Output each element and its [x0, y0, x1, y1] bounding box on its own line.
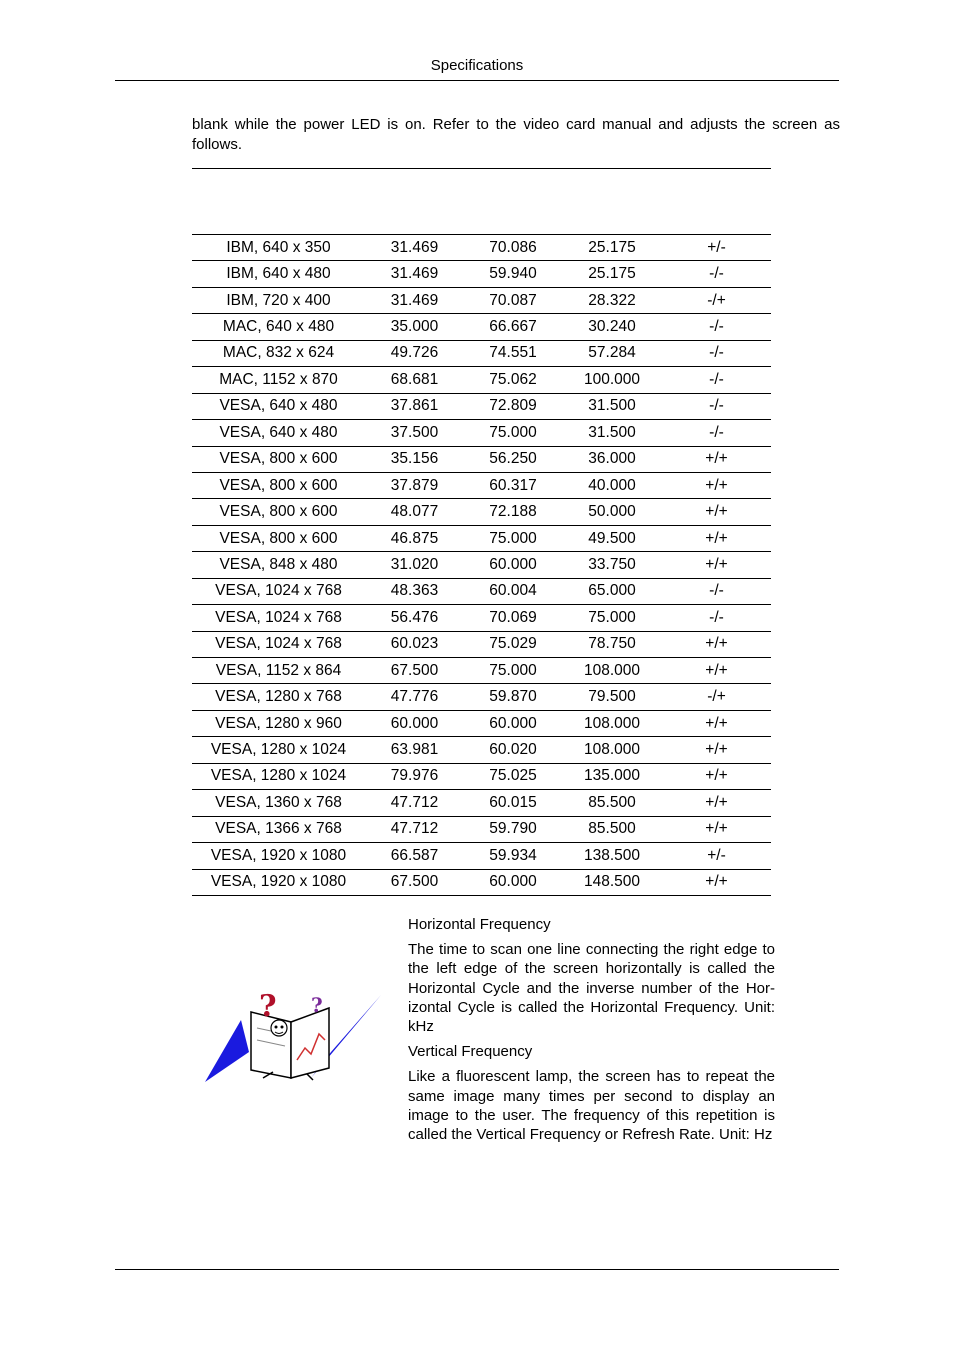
- table-cell: 31.500: [562, 420, 662, 446]
- table-cell: 60.015: [464, 790, 562, 816]
- table-row: [192, 340, 771, 366]
- table-cell: 135.000: [562, 763, 662, 789]
- table-cell: +/+: [662, 710, 771, 736]
- table-cell: 63.981: [365, 737, 464, 763]
- table-row: [192, 393, 771, 419]
- table-cell: 66.667: [464, 314, 562, 340]
- table-cell: VESA, 640 x 480: [192, 393, 365, 419]
- table-row: [192, 658, 771, 684]
- horizontal-frequency-term: Horizontal Frequency: [408, 916, 551, 933]
- table-row: [192, 499, 771, 525]
- table-cell: 46.875: [365, 525, 464, 551]
- table-cell: 75.000: [464, 658, 562, 684]
- table-row: [192, 235, 771, 261]
- table-cell: 47.712: [365, 816, 464, 842]
- table-cell: 59.934: [464, 843, 562, 869]
- table-row: [192, 525, 771, 551]
- table-row: [192, 446, 771, 472]
- table-cell: -/-: [662, 314, 771, 340]
- table-cell: +/+: [662, 790, 771, 816]
- table-cell: -/-: [662, 605, 771, 631]
- table-cell: -/-: [662, 393, 771, 419]
- table-cell: VESA, 1920 x 1080: [192, 843, 365, 869]
- table-cell: 57.284: [562, 340, 662, 366]
- table-cell: 78.750: [562, 631, 662, 657]
- table-cell: 49.726: [365, 340, 464, 366]
- table-row: [192, 790, 771, 816]
- question-mark-purple-icon: ?: [311, 993, 323, 1017]
- table-cell: 66.587: [365, 843, 464, 869]
- table-cell: 75.025: [464, 763, 562, 789]
- table-cell: 31.469: [365, 287, 464, 313]
- table-cell: 31.469: [365, 235, 464, 261]
- table-cell: 31.020: [365, 552, 464, 578]
- table-cell: +/+: [662, 737, 771, 763]
- table-cell: 75.000: [464, 420, 562, 446]
- table-cell: VESA, 848 x 480: [192, 552, 365, 578]
- table-cell: 50.000: [562, 499, 662, 525]
- table-cell: 31.469: [365, 261, 464, 287]
- table-cell: +/+: [662, 525, 771, 551]
- table-cell: VESA, 640 x 480: [192, 420, 365, 446]
- table-cell: -/-: [662, 420, 771, 446]
- table-cell: +/-: [662, 843, 771, 869]
- table-cell: -/-: [662, 340, 771, 366]
- table-cell: +/+: [662, 658, 771, 684]
- table-cell: 37.861: [365, 393, 464, 419]
- table-row: [192, 605, 771, 631]
- table-cell: 37.879: [365, 472, 464, 498]
- table-cell: 25.175: [562, 261, 662, 287]
- table-cell: 85.500: [562, 816, 662, 842]
- question-mark-red-icon: ?: [259, 990, 277, 1024]
- left-blue-wedge: [205, 1020, 249, 1082]
- horizontal-frequency-definition: The time to scan one line connecting the right edge to the left edge of the screen horizontally is called the Horizontal Cycle and the inverse number of the Hor-izontal Cycle is called the Horizontal Frequency. Unit: kHz: [408, 941, 775, 1036]
- table-cell: 148.500: [562, 869, 662, 895]
- table-cell: VESA, 800 x 600: [192, 499, 365, 525]
- table-cell: 70.086: [464, 235, 562, 261]
- table-cell: 67.500: [365, 658, 464, 684]
- table-cell: 72.809: [464, 393, 562, 419]
- table-cell: VESA, 1280 x 1024: [192, 763, 365, 789]
- table-cell: 60.000: [464, 552, 562, 578]
- table-cell: 74.551: [464, 340, 562, 366]
- table-row: [192, 843, 771, 869]
- table-cell: +/+: [662, 446, 771, 472]
- table-row: [192, 261, 771, 287]
- table-cell: -/-: [662, 578, 771, 604]
- table-cell: 70.087: [464, 287, 562, 313]
- table-cell: 60.000: [464, 710, 562, 736]
- table-cell: 33.750: [562, 552, 662, 578]
- table-cell: MAC, 640 x 480: [192, 314, 365, 340]
- table-cell: +/+: [662, 816, 771, 842]
- table-cell: 25.175: [562, 235, 662, 261]
- table-cell: VESA, 1366 x 768: [192, 816, 365, 842]
- table-cell: 40.000: [562, 472, 662, 498]
- table-cell: IBM, 640 x 350: [192, 235, 365, 261]
- table-cell: 59.790: [464, 816, 562, 842]
- table-cell: 47.712: [365, 790, 464, 816]
- footer-rule: [115, 1269, 839, 1270]
- table-row: [192, 710, 771, 736]
- header-rule: [115, 80, 839, 81]
- table-cell: 37.500: [365, 420, 464, 446]
- table-cell: 35.000: [365, 314, 464, 340]
- table-row: [192, 631, 771, 657]
- table-cell: VESA, 1024 x 768: [192, 578, 365, 604]
- table-cell: 60.004: [464, 578, 562, 604]
- table-cell: 79.976: [365, 763, 464, 789]
- table-cell: 70.069: [464, 605, 562, 631]
- table-cell: VESA, 1024 x 768: [192, 631, 365, 657]
- table-row: [192, 737, 771, 763]
- table-cell: 79.500: [562, 684, 662, 710]
- table-cell: IBM, 640 x 480: [192, 261, 365, 287]
- table-cell: 67.500: [365, 869, 464, 895]
- table-cell: 138.500: [562, 843, 662, 869]
- table-cell: 72.188: [464, 499, 562, 525]
- table-cell: VESA, 1280 x 768: [192, 684, 365, 710]
- table-cell: VESA, 800 x 600: [192, 472, 365, 498]
- table-cell: 59.870: [464, 684, 562, 710]
- table-cell: 28.322: [562, 287, 662, 313]
- table-row: [192, 816, 771, 842]
- display-modes-table: [192, 234, 771, 896]
- table-cell: VESA, 1280 x 1024: [192, 737, 365, 763]
- table-cell: 108.000: [562, 737, 662, 763]
- table-row: [192, 763, 771, 789]
- table-cell: 48.077: [365, 499, 464, 525]
- table-cell: MAC, 1152 x 870: [192, 367, 365, 393]
- book-question-illustration: [203, 990, 383, 1085]
- table-cell: 60.317: [464, 472, 562, 498]
- table-cell: -/-: [662, 261, 771, 287]
- table-cell: 56.476: [365, 605, 464, 631]
- table-cell: 75.029: [464, 631, 562, 657]
- page-header-title: Specifications: [430, 57, 524, 74]
- table-cell: 36.000: [562, 446, 662, 472]
- table-cell: +/-: [662, 235, 771, 261]
- display-modes-table-body: [192, 235, 771, 896]
- table-cell: 56.250: [464, 446, 562, 472]
- table-row: [192, 578, 771, 604]
- table-cell: +/+: [662, 552, 771, 578]
- table-cell: 48.363: [365, 578, 464, 604]
- table-cell: VESA, 1024 x 768: [192, 605, 365, 631]
- table-row: [192, 367, 771, 393]
- table-cell: 75.000: [464, 525, 562, 551]
- table-cell: 108.000: [562, 710, 662, 736]
- table-cell: +/+: [662, 631, 771, 657]
- table-row: [192, 314, 771, 340]
- table-cell: 30.240: [562, 314, 662, 340]
- vertical-frequency-term: Vertical Frequency: [408, 1043, 533, 1061]
- table-cell: 60.023: [365, 631, 464, 657]
- table-cell: VESA, 800 x 600: [192, 525, 365, 551]
- table-cell: 35.156: [365, 446, 464, 472]
- table-row: [192, 287, 771, 313]
- table-cell: VESA, 1360 x 768: [192, 790, 365, 816]
- table-cell: 59.940: [464, 261, 562, 287]
- table-row: [192, 684, 771, 710]
- table-top-rule: [192, 168, 771, 169]
- table-cell: +/+: [662, 763, 771, 789]
- table-cell: 60.020: [464, 737, 562, 763]
- table-row: [192, 869, 771, 895]
- table-cell: -/+: [662, 287, 771, 313]
- table-cell: +/+: [662, 869, 771, 895]
- table-row: [192, 472, 771, 498]
- table-cell: +/+: [662, 472, 771, 498]
- vertical-frequency-definition: Like a fluorescent lamp, the screen has to repeat the same image many times per second to display an image to the user. The frequency of this repetition is called the Vertical Frequency or Refresh Rate. Unit: Hz: [408, 1068, 775, 1144]
- table-cell: VESA, 1152 x 864: [192, 658, 365, 684]
- table-cell: 60.000: [365, 710, 464, 736]
- table-cell: 75.000: [562, 605, 662, 631]
- table-cell: IBM, 720 x 400: [192, 287, 365, 313]
- table-cell: 47.776: [365, 684, 464, 710]
- table-cell: 31.500: [562, 393, 662, 419]
- table-cell: 85.500: [562, 790, 662, 816]
- intro-paragraph: blank while the power LED is on. Refer to the video card manual and adjusts the screen as follows.: [192, 116, 840, 153]
- table-cell: 108.000: [562, 658, 662, 684]
- table-cell: 75.062: [464, 367, 562, 393]
- table-cell: VESA, 1280 x 960: [192, 710, 365, 736]
- table-row: [192, 552, 771, 578]
- table-cell: -/+: [662, 684, 771, 710]
- table-cell: 60.000: [464, 869, 562, 895]
- frequency-notes: [408, 915, 775, 1150]
- table-row: [192, 420, 771, 446]
- table-cell: 65.000: [562, 578, 662, 604]
- table-cell: -/-: [662, 367, 771, 393]
- table-cell: VESA, 1920 x 1080: [192, 869, 365, 895]
- table-cell: MAC, 832 x 624: [192, 340, 365, 366]
- table-cell: 49.500: [562, 525, 662, 551]
- table-cell: VESA, 800 x 600: [192, 446, 365, 472]
- table-cell: 68.681: [365, 367, 464, 393]
- table-cell: 100.000: [562, 367, 662, 393]
- table-cell: +/+: [662, 499, 771, 525]
